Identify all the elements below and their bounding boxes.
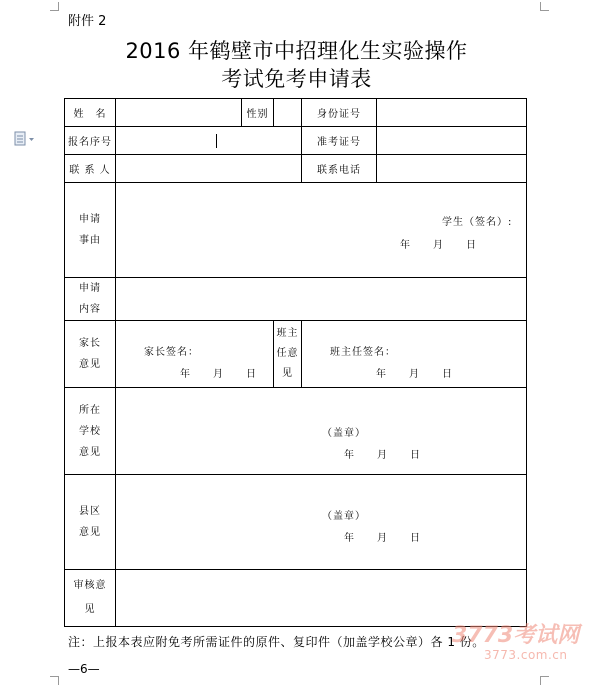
review-label-cell — [65, 570, 116, 627]
admission-ticket-input[interactable] — [377, 127, 527, 155]
parent-label-cell — [65, 321, 116, 388]
page-number: —6— — [68, 662, 100, 676]
gender-label-cell — [242, 99, 274, 127]
page-subtitle: 考试免考申请表 — [221, 67, 372, 91]
county-date: 年 月 日 — [344, 533, 421, 544]
county-label-line2: 意见 — [79, 527, 101, 538]
teacher-date: 年 月 日 — [376, 369, 454, 380]
ticket-label-cell — [302, 127, 377, 155]
phone-label-cell — [302, 155, 377, 183]
id-number-label: 身份证号 — [317, 109, 362, 120]
teacher-label-cell — [274, 321, 302, 388]
school-label-line1: 所在 — [79, 404, 101, 416]
contact-person-label: 联 系 人 — [69, 165, 111, 176]
text-cursor — [216, 134, 217, 148]
parent-label-line2: 意见 — [79, 359, 101, 370]
corner-mark-bottom-right — [540, 676, 549, 685]
registration-number-input[interactable] — [116, 127, 302, 155]
corner-mark-top-right — [540, 2, 549, 11]
admission-ticket-label: 准考证号 — [317, 137, 362, 148]
name-label: 姓 名 — [73, 109, 107, 120]
review-label-line2: 见 — [84, 604, 96, 615]
application-form-table — [64, 98, 527, 627]
reg-label-cell — [65, 127, 116, 155]
school-label-line2: 学校 — [79, 425, 101, 437]
parent-signature-label: 家长签名： — [144, 347, 199, 358]
watermark-brand: 3773考试网 — [452, 623, 580, 648]
school-seal-label: （盖章） — [322, 428, 366, 439]
contact-label-cell — [65, 155, 116, 183]
corner-mark-bottom-left — [50, 676, 59, 685]
school-date: 年 月 日 — [344, 450, 421, 461]
page-title: 2016 年鹤壁市中招理化生实验操作 — [125, 39, 468, 63]
content-label-cell — [65, 278, 116, 321]
teacher-signature-label: 班主任签名： — [330, 347, 397, 358]
name-label-cell — [65, 99, 116, 127]
school-label-cell — [65, 388, 116, 475]
phone-label: 联系电话 — [317, 165, 362, 176]
content-field[interactable] — [116, 278, 527, 321]
parent-label-line1: 家长 — [79, 338, 101, 349]
reason-label-line2: 事由 — [79, 235, 101, 246]
gender-label: 性别 — [246, 109, 269, 120]
teacher-label-line2: 见 — [282, 368, 294, 379]
id-label-cell — [302, 99, 377, 127]
contact-person-input[interactable] — [116, 155, 302, 183]
parent-opinion-field[interactable] — [116, 321, 274, 388]
school-opinion-field[interactable] — [116, 388, 527, 475]
school-label-line3: 意见 — [79, 446, 101, 458]
footnote: 注：上报本表应附免考所需证件的原件、复印件（加盖学校公章）各 1 份。 — [68, 635, 485, 649]
county-label-cell — [65, 475, 116, 570]
phone-input[interactable] — [377, 155, 527, 183]
content-label-line2: 内容 — [79, 304, 101, 315]
id-number-input[interactable] — [377, 99, 527, 127]
teacher-opinion-field[interactable] — [302, 321, 527, 388]
county-label-line1: 县区 — [79, 506, 101, 517]
reason-date: 年 月 日 — [400, 240, 477, 251]
document-options-icon[interactable] — [14, 131, 28, 147]
reason-field[interactable] — [116, 183, 527, 278]
county-seal-label: （盖章） — [322, 511, 366, 522]
gender-input[interactable] — [274, 99, 302, 127]
reason-label-cell — [65, 183, 116, 278]
name-input[interactable] — [116, 99, 242, 127]
corner-mark-top-left — [50, 2, 59, 11]
registration-number-label: 报名序号 — [68, 137, 112, 148]
teacher-label-line1: 班主任意 — [276, 328, 299, 359]
attachment-label: 附件 2 — [68, 14, 107, 29]
watermark-url: 3773.com.cn — [484, 648, 568, 662]
parent-date: 年 月 日 — [180, 369, 257, 380]
reason-label-line1: 申请 — [79, 214, 101, 225]
content-label-line1: 申请 — [79, 283, 101, 294]
review-label-line1: 审核意 — [73, 580, 107, 591]
county-opinion-field[interactable] — [116, 475, 527, 570]
student-signature-label: 学生（签名）: — [442, 217, 513, 228]
